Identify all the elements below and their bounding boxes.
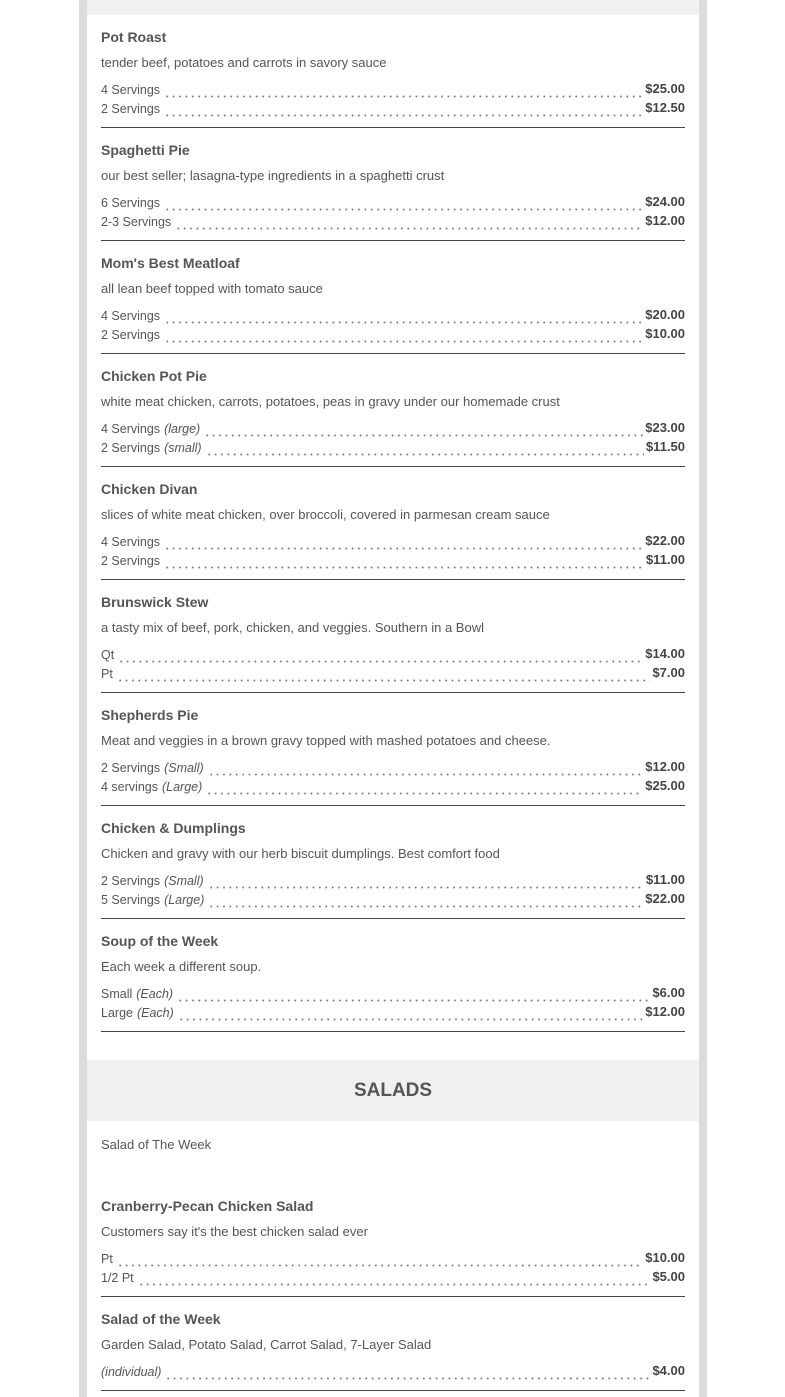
dot-leader: [206, 439, 644, 458]
price: $7.00: [652, 665, 685, 680]
portion-note: (Small): [164, 761, 204, 775]
portion-label: Pt: [101, 667, 113, 681]
menu-item: [101, 1297, 685, 1391]
menu-item: [101, 580, 685, 693]
price-row: [101, 1250, 685, 1269]
portion-note: (individual): [101, 1365, 162, 1379]
price-row: [101, 759, 685, 778]
price-row: [101, 1363, 685, 1382]
portion-label: Pt: [101, 1252, 113, 1266]
portion-note: (Large): [161, 780, 203, 794]
price: $25.00: [645, 778, 685, 793]
price: $10.00: [645, 1250, 685, 1265]
portion-note: (Small): [164, 874, 204, 888]
portion-note: (Each): [136, 987, 174, 1001]
menu-item: [101, 241, 685, 354]
price: $25.00: [645, 81, 685, 96]
dot-leader: [177, 985, 650, 1004]
dot-leader: [164, 552, 644, 571]
price: $5.00: [652, 1269, 685, 1284]
menu-item-description: Customers say it's the best chicken salad ever: [101, 1224, 368, 1239]
price: $12.00: [645, 213, 685, 228]
menu-item: [101, 1184, 685, 1297]
menu-item: [101, 15, 685, 128]
price-row: [101, 891, 685, 910]
portion-note: (small): [164, 441, 202, 455]
portion-label: 2 Servings: [101, 441, 161, 455]
menu-item: [101, 919, 685, 1032]
price: $6.00: [652, 985, 685, 1000]
portion-note: (Each): [136, 1006, 174, 1020]
price-row: [101, 326, 685, 345]
price: $11.50: [645, 439, 685, 454]
price-row: [101, 552, 685, 571]
price: $14.00: [645, 646, 685, 661]
entrees-list: [87, 15, 699, 1032]
menu-item-title: Chicken & Dumplings: [101, 820, 246, 836]
portion-label: 4 Servings: [101, 83, 161, 97]
dot-leader: [208, 872, 644, 891]
price-row: [101, 778, 685, 797]
price: $12.00: [645, 759, 685, 774]
menu-item: [101, 128, 685, 241]
dot-leader: [164, 81, 643, 100]
portion-note: (Large): [164, 893, 205, 907]
page-frame: [79, 0, 707, 1397]
price: $22.00: [645, 533, 685, 548]
price: $10.00: [645, 326, 685, 341]
section-header-band: [87, 0, 699, 15]
menu-item-description: slices of white meat chicken, over broccoli, covered in parmesan cream sauce: [101, 507, 550, 522]
price-row: [101, 307, 685, 326]
menu-item: [101, 806, 685, 919]
dot-leader: [208, 759, 644, 778]
menu-item-description: our best seller; lasagna-type ingredients in a spaghetti crust: [101, 168, 445, 183]
dot-leader: [165, 1363, 650, 1382]
portion-label: 4 Servings: [101, 422, 161, 436]
price-row: [101, 872, 685, 891]
price-row: [101, 81, 685, 100]
portion-label: 4 Servings: [101, 309, 161, 323]
menu-item-title: Salad of the Week: [101, 1311, 221, 1327]
menu-item-title: Shepherds Pie: [101, 707, 199, 723]
price-row: [101, 194, 685, 213]
dot-leader: [164, 100, 643, 119]
menu-item-title: Cranberry-Pecan Chicken Salad: [101, 1198, 314, 1214]
portion-label: Large: [101, 1006, 133, 1020]
price-row: [101, 1004, 685, 1023]
portion-label: 5 Servings: [101, 893, 161, 907]
menu-item-title: Brunswick Stew: [101, 594, 209, 610]
portion-note: (large): [164, 422, 201, 436]
dot-leader: [164, 533, 643, 552]
price-row: [101, 646, 685, 665]
price: $20.00: [645, 307, 685, 322]
dot-leader: [118, 646, 643, 665]
dot-leader: [117, 1250, 643, 1269]
dot-leader: [164, 194, 643, 213]
dot-leader: [175, 213, 643, 232]
menu-item-title: Spaghetti Pie: [101, 142, 190, 158]
price-row: [101, 439, 685, 458]
dot-leader: [164, 307, 643, 326]
portion-label: 4 Servings: [101, 535, 161, 549]
portion-label: 2 Servings: [101, 554, 161, 568]
price: $11.00: [645, 872, 685, 887]
price: $4.00: [652, 1363, 685, 1378]
price: $12.50: [645, 100, 685, 115]
price: $12.00: [645, 1004, 685, 1019]
menu-item-title: Pot Roast: [101, 29, 167, 45]
dot-leader: [204, 420, 643, 439]
price: $23.00: [645, 420, 685, 435]
menu-item-title: Chicken Pot Pie: [101, 368, 207, 384]
dot-leader: [208, 891, 643, 910]
dot-leader: [164, 326, 643, 345]
portion-label: 2-3 Servings: [101, 215, 172, 229]
dot-leader: [178, 1004, 643, 1023]
portion-label: Qt: [101, 648, 115, 662]
price-row: [101, 533, 685, 552]
menu-item-title: Soup of the Week: [101, 933, 219, 949]
menu-item-description: Chicken and gravy with our herb biscuit dumplings. Best comfort food: [101, 846, 500, 861]
price: $22.00: [645, 891, 685, 906]
portion-label: 2 Servings: [101, 874, 161, 888]
menu-item-description: all lean beef topped with tomato sauce: [101, 281, 323, 296]
menu-item-title: Mom's Best Meatloaf: [101, 255, 240, 271]
price-row: [101, 420, 685, 439]
portion-label: 1/2 Pt: [101, 1271, 134, 1285]
menu-item: [101, 467, 685, 580]
dot-leader: [206, 778, 643, 797]
salads-intro: Salad of The Week: [101, 1137, 212, 1152]
price: $11.00: [645, 552, 685, 567]
portion-label: 2 Servings: [101, 761, 161, 775]
price: $24.00: [645, 194, 685, 209]
menu-item: [101, 354, 685, 467]
dot-leader: [138, 1269, 651, 1288]
menu-panel: [87, 0, 699, 1397]
menu-item-description: Meat and veggies in a brown gravy topped with mashed potatoes and cheese.: [101, 733, 551, 748]
price-row: [101, 1269, 685, 1288]
dot-leader: [117, 665, 651, 684]
menu-item: [101, 693, 685, 806]
portion-label: Small: [101, 987, 133, 1001]
salads-list: [87, 1184, 699, 1391]
price-row: [101, 985, 685, 1004]
portion-label: 2 Servings: [101, 328, 161, 342]
menu-item-description: white meat chicken, carrots, potatoes, peas in gravy under our homemade crust: [101, 394, 560, 409]
menu-item-description: Garden Salad, Potato Salad, Carrot Salad, 7-Layer Salad: [101, 1337, 432, 1352]
price-row: [101, 213, 685, 232]
menu-item-description: Each week a different soup.: [101, 959, 262, 974]
portion-label: 6 Servings: [101, 196, 161, 210]
section-heading-salads: SALADS: [87, 1060, 699, 1121]
menu-item-description: tender beef, potatoes and carrots in savory sauce: [101, 55, 387, 70]
price-row: [101, 665, 685, 684]
price-row: [101, 100, 685, 119]
menu-item-description: a tasty mix of beef, pork, chicken, and veggies. Southern in a Bowl: [101, 620, 484, 635]
portion-label: 2 Servings: [101, 102, 161, 116]
portion-label: 4 servings: [101, 780, 158, 794]
menu-item-title: Chicken Divan: [101, 481, 198, 497]
